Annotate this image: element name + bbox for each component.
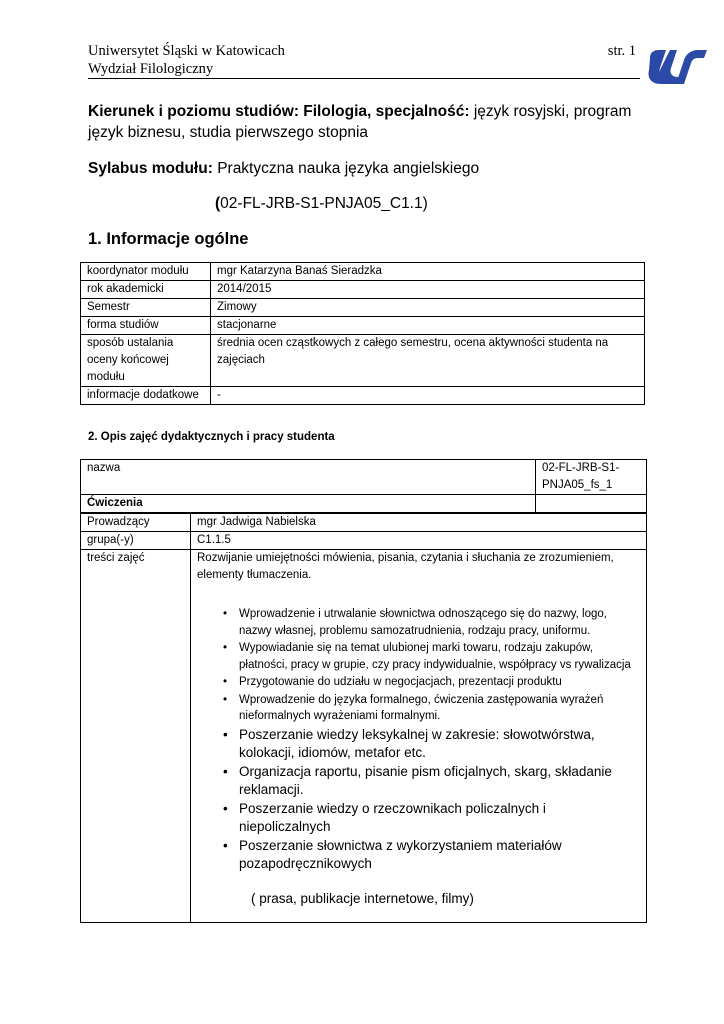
university-logo-icon xyxy=(646,44,708,86)
row-value: stacjonarne xyxy=(211,317,645,335)
instructor-label: Prowadzący xyxy=(81,513,191,532)
bullet-icon: • xyxy=(223,676,228,688)
list-item-text: Wprowadzenie do języka formalnego, ćwiczenia zastępowania wyrażeń nieformalnych wyrażeniami formalnymi. xyxy=(239,693,604,722)
bullet-icon: • xyxy=(223,642,228,654)
program-label: Kierunek i poziomu studiów: Filologia, specjalność: xyxy=(88,103,470,120)
table-row xyxy=(81,513,647,532)
list-item-text: Wypowiadanie się na temat ulubionej marki towaru, rodzaju zakupów, płatności, pracy w grupie, czy pracy indywidualnie, współpracy vs rywalizacja xyxy=(239,642,631,671)
row-value: średnia ocen cząstkowych z całego semestru, ocena aktywności studenta na zajęciach xyxy=(211,335,645,387)
table-row xyxy=(81,317,645,335)
row-value: - xyxy=(211,387,645,405)
row-value: mgr Katarzyna Banaś Sieradzka xyxy=(211,263,645,281)
list-item xyxy=(223,800,640,837)
list-item-text: Przygotowanie do udziału w negocjacjach, prezentacji produktu xyxy=(239,676,562,688)
module-value: Praktyczna nauka języka angielskiego xyxy=(217,160,480,177)
content-cell xyxy=(191,550,647,923)
nazwa-code: 02-FL-JRB-S1-PNJA05_fs_1 xyxy=(536,460,647,495)
university-name: Uniwersytet Śląski w Katowicach xyxy=(88,43,285,59)
row-label: forma studiów xyxy=(81,317,211,335)
list-item-text: Poszerzanie wiedzy o rzeczownikach policzalnych i niepoliczalnych xyxy=(239,800,546,834)
list-item xyxy=(223,674,640,691)
row-label: Semestr xyxy=(81,299,211,317)
table-row xyxy=(81,299,645,317)
header-rule xyxy=(88,78,640,79)
table-row xyxy=(81,263,645,281)
bullet-icon: • xyxy=(223,693,228,706)
row-label: sposób ustalania oceny końcowej modułu xyxy=(81,335,211,387)
table-row xyxy=(81,387,645,405)
list-item-text: Wprowadzenie i utrwalanie słownictwa odnoszącego się do nazwy, logo, nazwy własnej, problemu samozatrudnienia, rodzaju pracy, uniformu. xyxy=(239,608,607,637)
table-row xyxy=(81,495,647,514)
bullet-icon: • xyxy=(223,800,228,816)
row-label: informacje dodatkowe xyxy=(81,387,211,405)
bullet-icon: • xyxy=(223,763,228,779)
section-1-heading: 1. Informacje ogólne xyxy=(88,230,249,248)
row-label: koordynator modułu xyxy=(81,263,211,281)
group-value: C1.1.5 xyxy=(191,532,647,550)
module-code xyxy=(215,193,428,214)
group-label: grupa(-y) xyxy=(81,532,191,550)
faculty-name: Wydział Filologiczny xyxy=(88,61,214,77)
section-2-heading: 2. Opis zajęć dydaktycznych i pracy studenta xyxy=(88,431,335,443)
program-heading xyxy=(88,101,648,143)
content-label: treści zajęć xyxy=(81,550,191,923)
class-type: Ćwiczenia xyxy=(81,495,536,514)
bullet-icon: • xyxy=(223,726,228,742)
bullet-icon: • xyxy=(223,608,228,620)
row-label: rok akademicki xyxy=(81,281,211,299)
list-item xyxy=(223,606,640,639)
row-value: Zimowy xyxy=(211,299,645,317)
table-row xyxy=(81,335,645,387)
table-row xyxy=(81,460,647,495)
list-item xyxy=(223,692,640,725)
content-tail: ( prasa, publikacje internetowe, filmy) xyxy=(251,890,474,906)
module-label: Sylabus modułu: xyxy=(88,160,213,177)
nazwa-label: nazwa xyxy=(81,460,536,495)
table-row xyxy=(81,281,645,299)
list-item-text: Organizacja raportu, pisanie pism oficjalnych, skarg, składanie reklamacji. xyxy=(239,763,612,797)
empty-cell xyxy=(536,495,647,514)
general-info-table xyxy=(80,262,645,405)
list-item-text: Poszerzanie słownictwa z wykorzystaniem materiałów pozapodręcznikowych xyxy=(239,837,562,871)
list-item-text: Poszerzanie wiedzy leksykalnej w zakresie: słowotwórstwa, kolokacji, idiomów, metafor etc. xyxy=(239,726,595,760)
list-item xyxy=(223,837,640,874)
page-number: str. 1 xyxy=(607,43,636,59)
module-code-value: 02-FL-JRB-S1-PNJA05_C1.1) xyxy=(220,195,428,212)
content-intro: Rozwijanie umiejętności mówienia, pisania, czytania i słuchania ze zrozumieniem, elementy tłumaczenia. xyxy=(197,552,614,581)
table-row xyxy=(81,532,647,550)
program-value: język rosyjski, program język biznesu, studia pierwszego stopnia xyxy=(88,103,632,141)
module-code-paren: ( xyxy=(215,195,221,212)
list-item xyxy=(223,726,640,763)
page-header xyxy=(88,42,640,78)
instructor-value: mgr Jadwiga Nabielska xyxy=(191,513,647,532)
row-value: 2014/2015 xyxy=(211,281,645,299)
module-heading xyxy=(88,158,648,179)
content-list xyxy=(197,606,640,874)
table-row xyxy=(81,550,647,923)
bullet-icon: • xyxy=(223,837,228,853)
list-item xyxy=(223,763,640,800)
course-description-table xyxy=(80,459,647,923)
list-item xyxy=(223,640,640,673)
